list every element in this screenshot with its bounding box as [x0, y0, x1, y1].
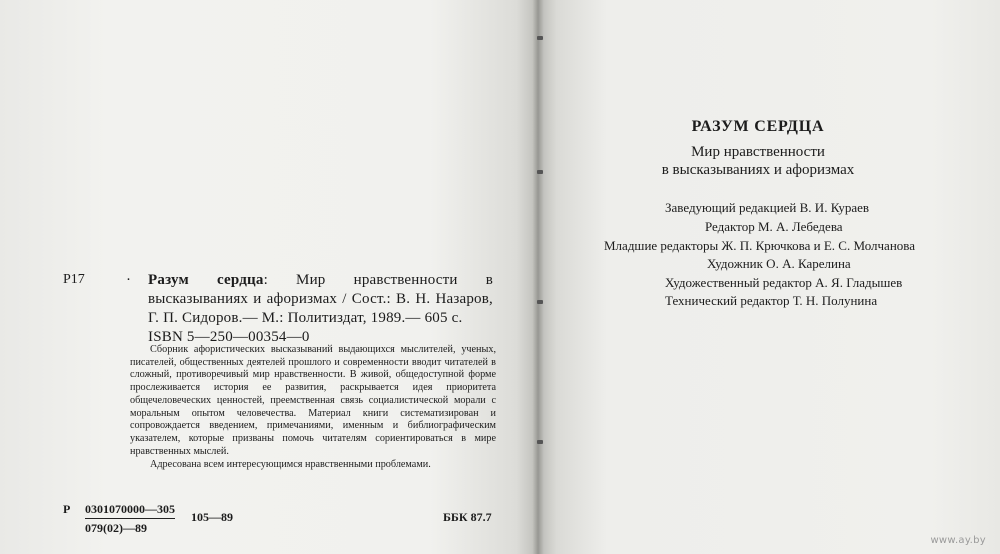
bibliographic-entry [126, 271, 494, 347]
binding-stitch [537, 170, 543, 174]
code-suffix: 105—89 [191, 510, 233, 524]
bbk-code: ББК 87.7 [443, 510, 492, 524]
watermark: www.ay.by [930, 535, 986, 546]
book-gutter [532, 0, 544, 554]
binding-stitch [537, 300, 543, 304]
subtitle-line: в высказываниях и афоризмах [661, 162, 855, 178]
book-title: РАЗУМ СЕРДЦА [691, 118, 825, 135]
book-subtitle [598, 143, 918, 179]
entry-text: : Мир нравственности в высказываниях и афоризмах / Сост.: В. Н. Назаров, Г. П. Сидоров.— М.: Политиздат, 1989.— 605 с. [148, 272, 494, 326]
subtitle-line: Мир нравственности [691, 144, 825, 160]
code-denominator: 079(02)—89 [85, 521, 147, 535]
entry-title: Разум сердца [148, 272, 264, 288]
entry-dash: · [126, 272, 132, 288]
credit-line: Художественный редактор А. Я. Гладышев [665, 275, 903, 290]
credit-line: Технический редактор Т. Н. Полунина [665, 293, 878, 308]
code-numerator: 0301070000—305 [85, 502, 175, 519]
code-letter: Р [63, 502, 71, 516]
credit-line: Редактор М. А. Лебедева [705, 219, 843, 234]
credit-line: Художник О. А. Карелина [707, 256, 851, 271]
credit-line: Заведующий редакцией В. И. Кураев [665, 200, 870, 215]
audience-note: Адресована всем интересующимся нравственными проблемами. [150, 459, 431, 470]
credit-line: Младшие редакторы Ж. П. Крючкова и Е. С. Молчанова [604, 238, 916, 253]
index-code: Р17 [63, 272, 85, 287]
isbn: ISBN 5—250—00354—0 [148, 329, 310, 345]
code-fraction [85, 502, 175, 536]
abstract: Сборник афористических высказываний выдающихся мыслителей, ученых, писателей, общественных деятелей прошлого и современности вводит читателей в сложный, противоречивый мир нравственности. В живой, общедоступной форме прослеживается история ее развития, раскрывается идея приоритета общечеловеческих ценностей, преемственная связь социалистической морали с моральным опытом человечества. Материал книги систематизирован и сопровождается введением, примечаниями, именным и библиографическим указателем, которые призваны помочь читателям сориентироваться в мире нравственных мыслей. [130, 344, 496, 457]
binding-stitch [537, 36, 543, 40]
binding-stitch [537, 440, 543, 444]
